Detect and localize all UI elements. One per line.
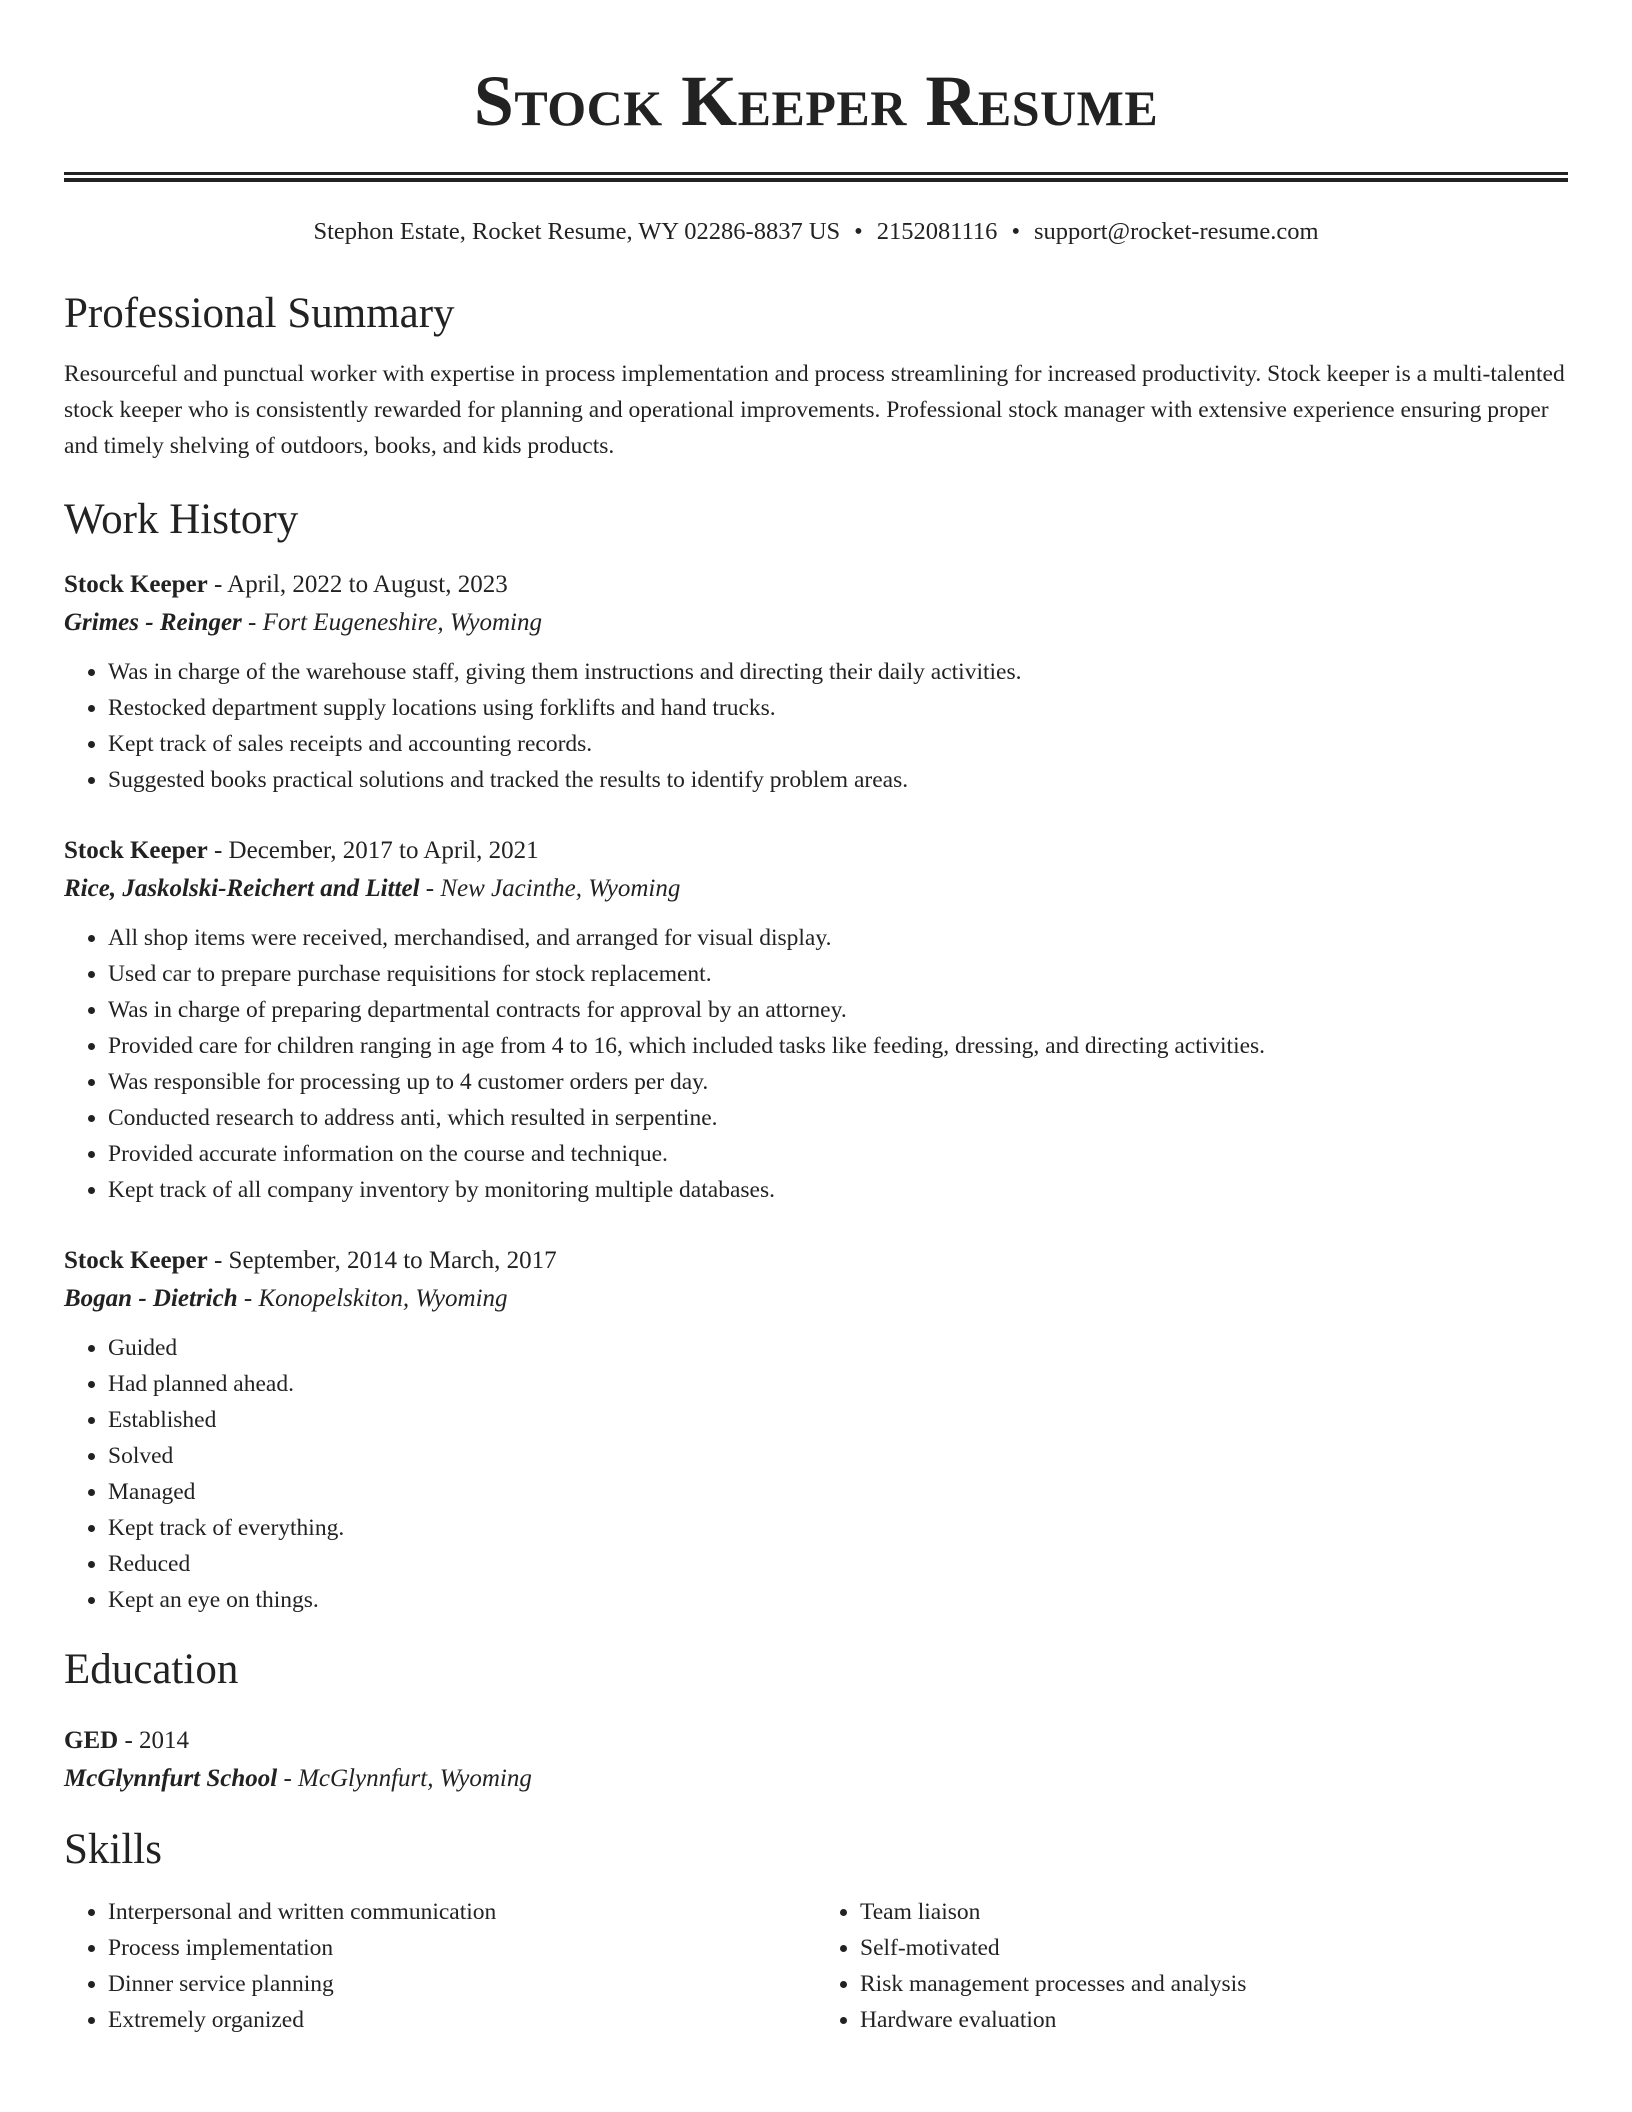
education-heading: Education	[64, 1646, 239, 1693]
skill-item: • Extremely organized	[108, 2002, 816, 2038]
title-double-rule	[64, 172, 1568, 182]
education-location: - McGlynnfurt, Wyoming	[277, 1765, 532, 1792]
list-item: • Was responsible for processing up to 4 customer orders per day.	[108, 1064, 1568, 1100]
list-item: • Provided accurate information on the course and technique.	[108, 1136, 1568, 1172]
job-duties-list	[64, 654, 1568, 798]
list-item: • Suggested books practical solutions and tracked the results to identify problem areas.	[108, 762, 1568, 798]
list-item: • All shop items were received, merchandised, and arranged for visual display.	[108, 920, 1568, 956]
list-item: • Restocked department supply locations using forklifts and hand trucks.	[108, 690, 1568, 726]
list-item: • Kept track of everything.	[108, 1510, 1568, 1546]
list-item: • Kept track of sales receipts and accounting records.	[108, 726, 1568, 762]
list-item: • Solved	[108, 1438, 1568, 1474]
job-duties-list	[64, 1330, 1568, 1618]
contact-separator: •	[854, 218, 863, 245]
job-dates: - September, 2014 to March, 2017	[207, 1247, 557, 1274]
contact-line	[64, 216, 1568, 248]
list-item: • Used car to prepare purchase requisitions for stock replacement.	[108, 956, 1568, 992]
contact-address: Stephon Estate, Rocket Resume, WY 02286-8837 US	[313, 218, 841, 245]
job-location: - New Jacinthe, Wyoming	[419, 875, 681, 902]
list-item: • Guided	[108, 1330, 1568, 1366]
list-item: • Was in charge of the warehouse staff, giving them instructions and directing their daily activities.	[108, 654, 1568, 690]
list-item: • Managed	[108, 1474, 1568, 1510]
job-entry	[64, 1242, 1568, 1618]
job-company: Grimes - Reinger	[64, 609, 242, 636]
skill-item: • Process implementation	[108, 1930, 816, 1966]
education-entry	[64, 1722, 1568, 1798]
education-year: - 2014	[118, 1727, 190, 1754]
list-item: • Reduced	[108, 1546, 1568, 1582]
skill-item: • Hardware evaluation	[860, 2002, 1568, 2038]
skill-item: • Team liaison	[860, 1894, 1568, 1930]
job-entry	[64, 832, 1568, 1208]
education-degree-line	[64, 1722, 1568, 1760]
job-company: Rice, Jaskolski-Reichert and Littel	[64, 875, 420, 902]
education-degree: GED	[64, 1727, 119, 1754]
summary-heading: Professional Summary	[64, 290, 455, 337]
contact-separator: •	[1011, 218, 1021, 245]
skill-item: • Interpersonal and written communication	[108, 1894, 816, 1930]
job-title-line	[64, 832, 1568, 870]
list-item: • Conducted research to address anti, which resulted in serpentine.	[108, 1100, 1568, 1136]
job-title-line	[64, 566, 1568, 604]
summary-text: Resourceful and punctual worker with expertise in process implementation and process streamlining for increased productivity. Stock keeper is a multi-talented stock keeper who is consistently rewarded for planning and operational improvements. Professional stock manager with extensive experience ensuring proper and timely shelving of outdoors, books, and kids products.	[64, 361, 1565, 459]
skills-heading: Skills	[64, 1826, 162, 1873]
job-title: Stock Keeper	[64, 571, 208, 598]
skill-item: • Risk management processes and analysis	[860, 1966, 1568, 2002]
skill-item: • Dinner service planning	[108, 1966, 816, 2002]
list-item: • Had planned ahead.	[108, 1366, 1568, 1402]
work-history-heading: Work History	[64, 496, 299, 543]
skills-columns	[64, 1894, 1568, 2038]
list-item: • Was in charge of preparing departmental contracts for approval by an attorney.	[108, 992, 1568, 1028]
job-company-line	[64, 870, 1568, 908]
job-company-line	[64, 604, 1568, 642]
skills-list-left	[64, 1894, 816, 2038]
job-company: Bogan - Dietrich	[64, 1285, 238, 1312]
skills-list-right	[816, 1894, 1568, 2038]
list-item: • Established	[108, 1402, 1568, 1438]
job-dates: - April, 2022 to August, 2023	[207, 571, 508, 598]
job-entry	[64, 566, 1568, 798]
list-item: • Provided care for children ranging in age from 4 to 16, which included tasks like feeding, dressing, and directing activities.	[108, 1028, 1568, 1064]
job-duties-list	[64, 920, 1568, 1208]
job-title-line	[64, 1242, 1568, 1280]
contact-email: support@rocket-resume.com	[1034, 218, 1319, 245]
list-item: • Kept an eye on things.	[108, 1582, 1568, 1618]
job-dates: - December, 2017 to April, 2021	[207, 837, 539, 864]
education-school-line	[64, 1760, 1568, 1798]
list-item: • Kept track of all company inventory by monitoring multiple databases.	[108, 1172, 1568, 1208]
skill-item: • Self-motivated	[860, 1930, 1568, 1966]
job-location: - Konopelskiton, Wyoming	[237, 1285, 508, 1312]
education-school: McGlynnfurt School	[64, 1765, 278, 1792]
job-title: Stock Keeper	[64, 1247, 208, 1274]
job-company-line	[64, 1280, 1568, 1318]
job-location: - Fort Eugeneshire, Wyoming	[241, 609, 542, 636]
job-title: Stock Keeper	[64, 837, 208, 864]
contact-phone: 2152081116	[876, 218, 998, 245]
resume-title: Stock Keeper Resume	[473, 61, 1159, 141]
